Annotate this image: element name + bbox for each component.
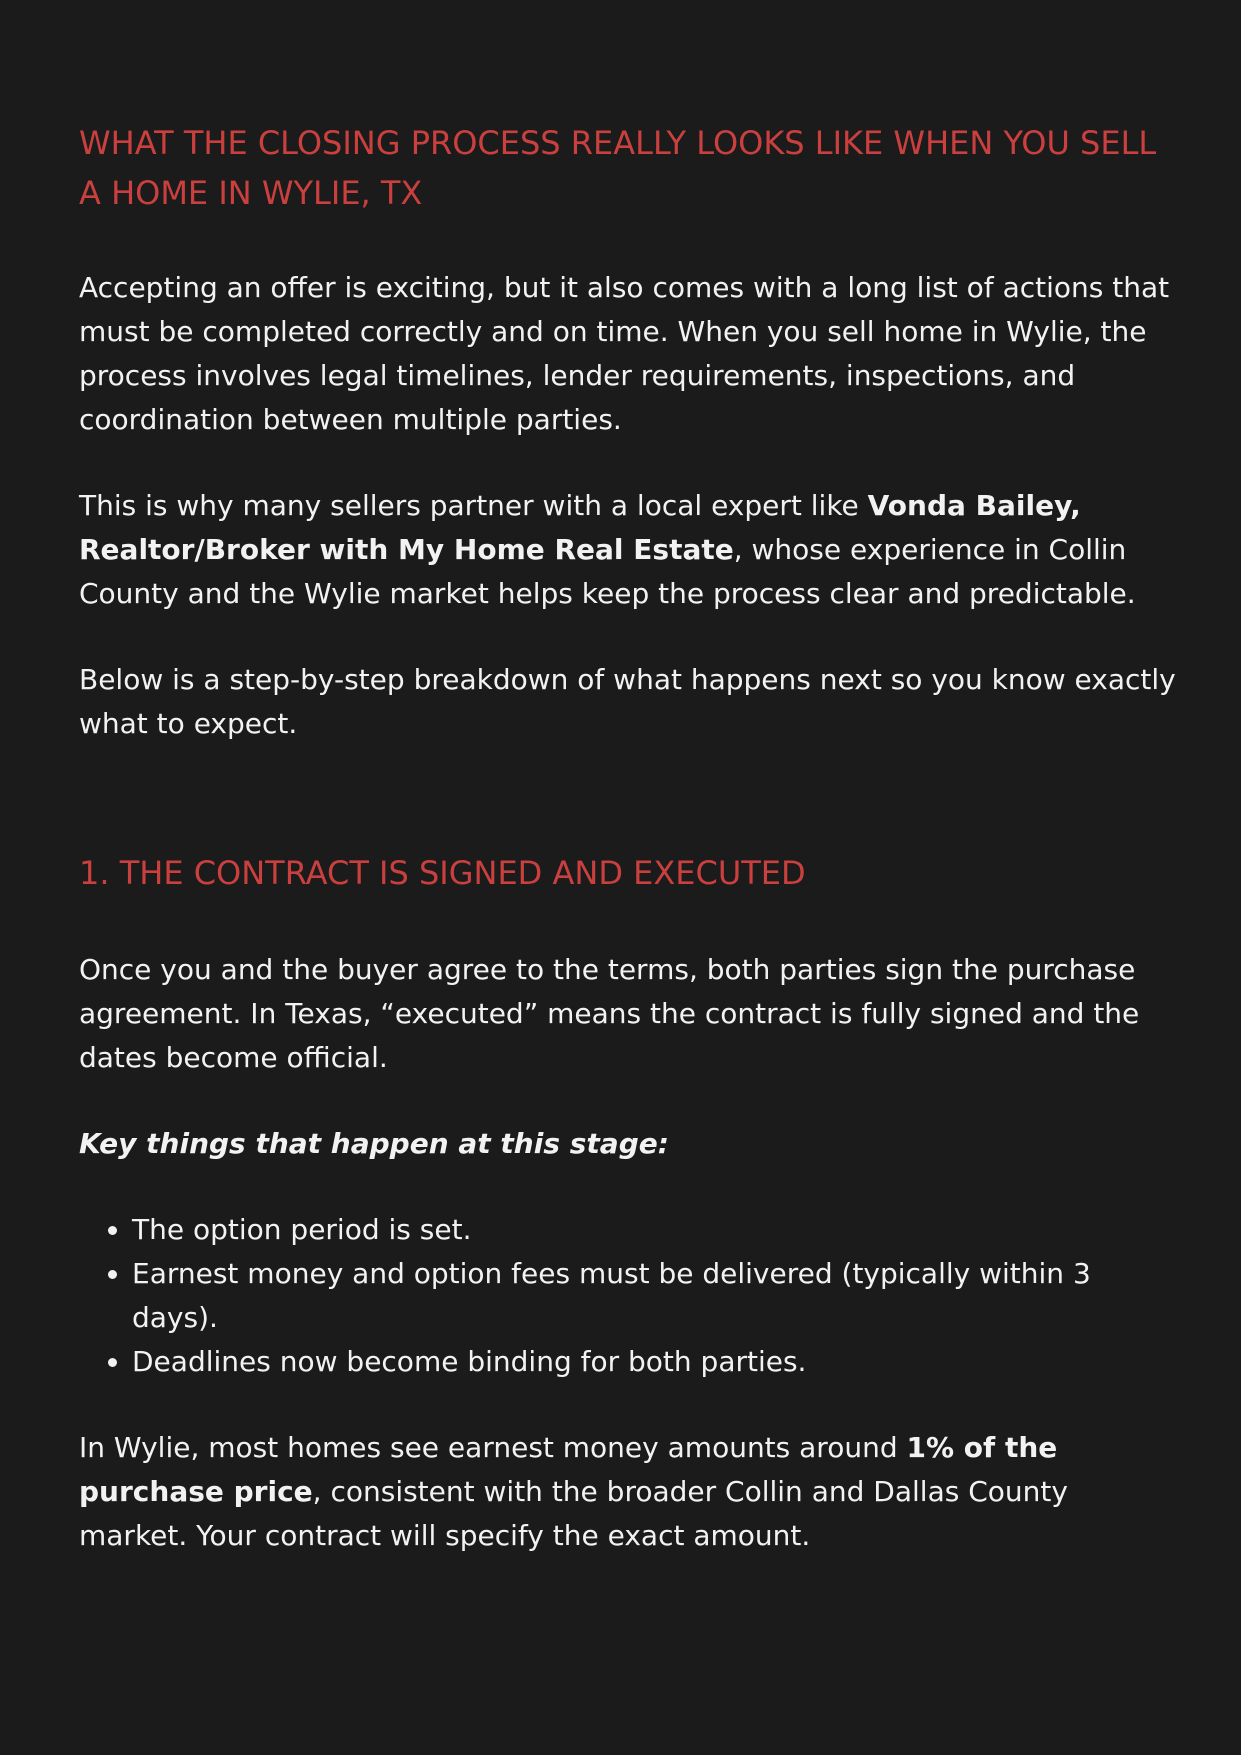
intro-paragraph-3: Below is a step-by-step breakdown of what happens next so you know exactly what to expect. — [79, 663, 1176, 740]
intro-paragraph-1: Accepting an offer is exciting, but it also comes with a long list of actions that must be completed correctly and on time. When you sell home in Wylie, the process involves legal timelines, lender requirements, inspections, and coordination between multiple parties. — [79, 271, 1170, 436]
key-things-lead: Key things that happen at this stage: — [79, 1127, 669, 1160]
intro-paragraph-2 — [79, 484, 1179, 616]
earnest-money-amount: 1% of the purchase price — [79, 1431, 1058, 1508]
realtor-name: Vonda Bailey, Realtor/Broker with My Home Real Estate — [79, 489, 1081, 566]
section-paragraph-1: Once you and the buyer agree to the terms, both parties sign the purchase agreement. In Texas, “executed” means the contract is fully signed and the dates become official. — [79, 953, 1140, 1074]
section-heading-contract: 1. THE CONTRACT IS SIGNED AND EXECUTED — [79, 854, 806, 892]
page-title: WHAT THE CLOSING PROCESS REALLY LOOKS LIKE WHEN YOU SELL A HOME IN WYLIE, TX — [79, 124, 1157, 212]
earnest-money-rest: , consistent with the broader Collin and Dallas County market. Your contract will specify the exact amount. — [79, 1475, 1068, 1552]
article — [79, 118, 1179, 1558]
key-things-list — [79, 1208, 1179, 1384]
list-item: • Earnest money and option fees must be delivered (typically within 3 days). — [132, 1252, 1179, 1340]
earnest-money-paragraph — [79, 1426, 1179, 1558]
intro-paragraph-2-lead: This is why many sellers partner with a local expert like — [79, 489, 868, 522]
list-item: • The option period is set. — [132, 1208, 1179, 1252]
list-item: • Deadlines now become binding for both parties. — [132, 1340, 1179, 1384]
earnest-money-lead: In Wylie, most homes see earnest money amounts around — [79, 1431, 907, 1464]
intro-paragraph-2-rest: , whose experience in Collin County and the Wylie market helps keep the process clear and predictable. — [79, 533, 1136, 610]
